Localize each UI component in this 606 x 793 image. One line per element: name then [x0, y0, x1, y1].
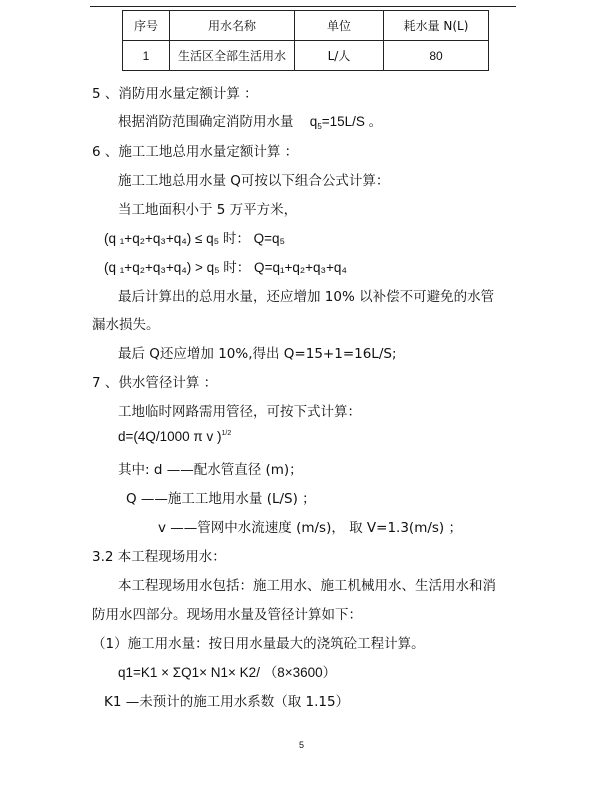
- table-header: 单位: [295, 11, 384, 41]
- formula-condition-1: (q ₁+q₂+q₃+q₄) ≤ q₅ 时： Q=q₅: [104, 231, 285, 246]
- water-usage-table: [122, 10, 489, 71]
- section-7-heading: 7 、供水管径计算 ：: [92, 375, 218, 391]
- fire-flow-subscript: 5: [317, 122, 322, 131]
- section-6-line-1: 施工工地总用水量 Q可按以下组合公式计算：: [118, 173, 390, 189]
- section-3-2-paragraph-2: 防用水四部分。现场用水量及管径计算如下：: [92, 607, 362, 623]
- pipe-diameter-formula: [118, 429, 231, 444]
- top-rule: [90, 6, 516, 7]
- fire-flow-symbol: q: [309, 114, 318, 129]
- table-header: 耗水量 N(L): [384, 11, 489, 41]
- section-5-line: 根据消防范围确定消防用水量: [118, 114, 294, 130]
- formula-condition-2: (q ₁+q₂+q₃+q₄) > q₅ 时： Q=q₁+q₂+q₃+q₄: [104, 260, 347, 275]
- k1-definition: K1 —未预计的施工用水系数（取 1.15）: [104, 694, 350, 710]
- table-row: [123, 41, 489, 71]
- where-v-definition: v ——管网中水流速度 (m/s)， 取 V=1.3(m/s) ；: [158, 520, 462, 536]
- table-cell: L/人: [295, 41, 384, 71]
- pipe-formula-exponent: 1/2: [221, 430, 232, 437]
- section-6-line-2: 当工地面积小于 5 万平方米，: [118, 202, 298, 218]
- table-cell: 生活区全部生活用水: [170, 41, 295, 71]
- section-6-heading: 6 、施工工地总用水量定额计算 ：: [92, 144, 299, 160]
- section-6-paragraph-2: 漏水损失。: [92, 317, 160, 333]
- table-cell: 80: [384, 41, 489, 71]
- construction-water-item: （1）施工用水量：按日用水量最大的浇筑砼工程计算。: [92, 636, 425, 652]
- section-3-2-heading: 3.2 本工程现场用水：: [92, 549, 226, 565]
- pipe-formula-text: d=(4Q/1000 π v ): [118, 429, 222, 444]
- table-cell: 1: [123, 41, 170, 71]
- q1-formula: q1=K1 × ΣQ1× N1× K2/ （8×3600）: [118, 665, 337, 680]
- table-header: 序号: [123, 11, 170, 41]
- where-q-definition: Q ——施工工地用水量 (L/S) ；: [126, 491, 316, 507]
- section-7-line-1: 工地临时网路需用管径，可按下式计算：: [118, 404, 361, 420]
- table-header: 用水名称: [170, 11, 295, 41]
- section-6-paragraph-1: 最后计算出的总用水量，还应增加 10% 以补偿不可避免的水管: [118, 289, 495, 305]
- where-d-definition: 其中: d ——配水管直径 (m)；: [118, 462, 303, 478]
- section-6-paragraph-3: 最后 Q还应增加 10%,得出 Q=15+1=16L/S;: [118, 346, 397, 362]
- fire-flow-value: =15L/S 。: [321, 114, 383, 129]
- section-5-heading: 5 、消防用水量定额计算 ：: [92, 86, 258, 102]
- section-3-2-paragraph-1: 本工程现场用水包括：施工用水、施工机械用水、生活用水和消: [118, 578, 496, 594]
- section-5-text: [118, 110, 382, 130]
- table-header-row: [123, 11, 489, 41]
- page-number: 5: [299, 740, 305, 750]
